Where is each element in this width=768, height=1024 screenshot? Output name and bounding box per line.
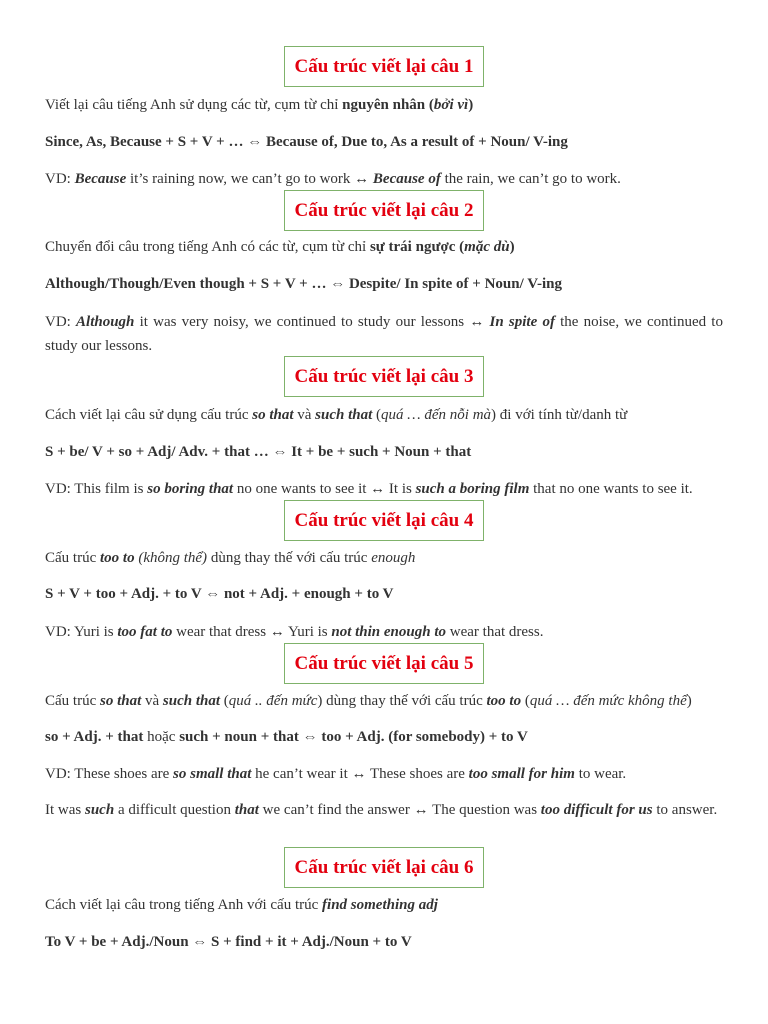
section-title-6: Cấu trúc viết lại câu 6 — [284, 847, 484, 888]
section-title-3: Cấu trúc viết lại câu 3 — [284, 356, 484, 397]
section-3-example: VD: This film is so boring that no one wants to see it ↔ It is such a boring film that no one wants to see it. — [45, 481, 693, 497]
section-2-intro: Chuyển đổi câu trong tiếng Anh có các từ, cụm từ chỉ sự trái ngược (mặc dù) — [45, 239, 515, 255]
section-4-intro: Cấu trúc too to (không thể) dùng thay thế với cấu trúc enough — [45, 550, 416, 566]
section-3-intro: Cách viết lại câu sử dụng cấu trúc so that và such that (quá … đến nỗi mà) đi với tính từ/danh từ — [45, 407, 628, 423]
section-5-example-2: It was such a difficult question that we can’t find the answer ↔ The question was too difficult for us to answer. — [45, 802, 718, 818]
section-5-formula: so + Adj. + that hoặc such + noun + that ⇔ too + Adj. (for somebody) + to V — [45, 729, 528, 745]
section-2-formula: Although/Though/Even though + S + V + … ⇔ Despite/ In spite of + Noun/ V-ing — [45, 276, 562, 292]
section-5-intro: Cấu trúc so that và such that (quá .. đến mức) dùng thay thế với cấu trúc too to (quá … đến mức không thể) — [45, 693, 692, 709]
section-title-1: Cấu trúc viết lại câu 1 — [284, 46, 484, 87]
section-4-formula: S + V + too + Adj. + to V ⇔ not + Adj. + enough + to V — [45, 586, 394, 602]
section-1-example: VD: Because it’s raining now, we can’t go to work ↔ Because of the rain, we can’t go to work. — [45, 171, 621, 187]
section-1-formula: Since, As, Because + S + V + … ⇔ Because of, Due to, As a result of + Noun/ V-ing — [45, 134, 568, 150]
section-title-2: Cấu trúc viết lại câu 2 — [284, 190, 484, 231]
section-2-example: VD: Although it was very noisy, we continued to study our lessons ↔ In spite of the noise, we continued to study our lessons. — [45, 314, 723, 354]
section-1-intro: Viết lại câu tiếng Anh sử dụng các từ, cụm từ chỉ nguyên nhân (bởi vì) — [45, 97, 474, 113]
section-title-4: Cấu trúc viết lại câu 4 — [284, 500, 484, 541]
section-4-example: VD: Yuri is too fat to wear that dress ↔ Yuri is not thin enough to wear that dress. — [45, 624, 544, 640]
section-3-formula: S + be/ V + so + Adj/ Adv. + that … ⇔ It + be + such + Noun + that — [45, 444, 472, 460]
section-title-5: Cấu trúc viết lại câu 5 — [284, 643, 484, 684]
section-5-example: VD: These shoes are so small that he can’t wear it ↔ These shoes are too small for him to wear. — [45, 766, 627, 782]
section-6-intro: Cách viết lại câu trong tiếng Anh với cấu trúc find something adj — [45, 897, 438, 913]
section-6-formula: To V + be + Adj./Noun ⇔ S + find + it + Adj./Noun + to V — [45, 934, 412, 950]
